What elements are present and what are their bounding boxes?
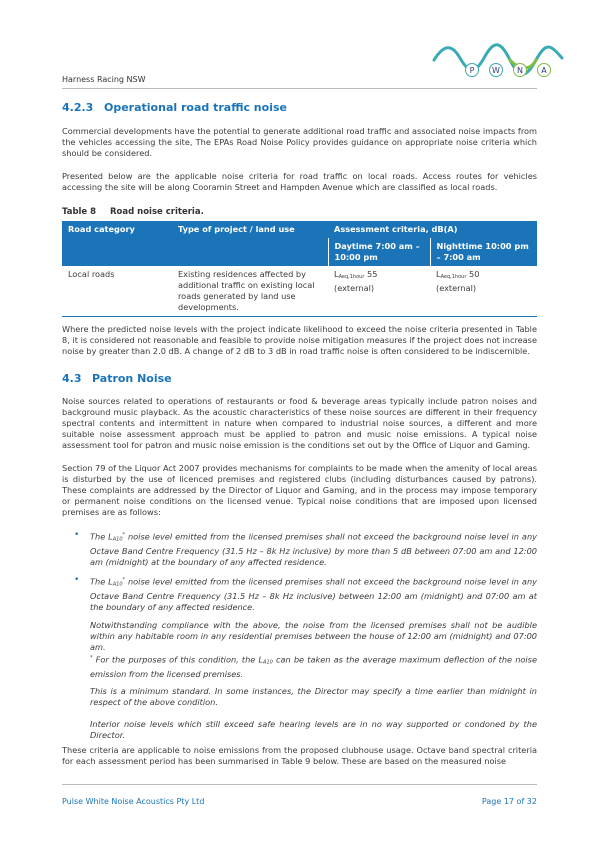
cell-project: Existing residences affected by additional traffic on existing local roads generated by land use developments.	[172, 266, 328, 317]
header-assessment: Assessment criteria, dB(A)	[328, 221, 537, 238]
paragraph-liquor-act: Section 79 of the Liquor Act 2007 provides mechanisms for complaints to be made when the amenity of local areas is disturbed by the use of licenced premises and registered clubs (including disturbances caused by patrons). These complaints are addressed by the Director of Liquor and Gaming, and in the process may impose temporary or permanent noise conditions on the licensed venue. Typical noise conditions that are imposed upon licensed premises are as follows:	[62, 463, 537, 517]
logo-letter-a: A	[541, 66, 547, 75]
header-project-type: Type of project / land use	[172, 221, 328, 266]
section-number: 4.2.3	[62, 101, 94, 114]
note-footnote: * For the purposes of this condition, the LA10 can be taken as the average maximum deflection of the noise emission from the licensed premises.	[90, 654, 537, 679]
header-road-category: Road category	[62, 221, 172, 266]
section-heading-4-2-3	[62, 101, 287, 114]
header-nighttime: Nighttime 10:00 pm – 7:00 am	[430, 238, 537, 266]
header-daytime: Daytime 7:00 am – 10:00 pm	[328, 238, 430, 266]
logo-letter-n: N	[517, 66, 523, 75]
paragraph-after-table: Where the predicted noise levels with the project indicate likelihood to exceed the noise criteria presented in Table 8, it is considered not reasonable and feasible to provide noise mitigation measures if the project does not increase noise by greater than 2.0 dB. A change of 2 dB to 3 dB in road traffic noise is often considered to be indiscernible.	[62, 324, 537, 356]
table-row	[62, 266, 537, 317]
logo-letter-w: W	[492, 66, 500, 75]
header-client: Harness Racing NSW	[62, 75, 146, 84]
section-number: 4.3	[62, 372, 82, 385]
paragraph-closing: These criteria are applicable to noise emissions from the proposed clubhouse usage. Octave band spectral criteria for each assessment period has been summarised in Table 9 below. These are based on the measured noise	[62, 745, 537, 766]
footer-company: Pulse White Noise Acoustics Pty Ltd	[62, 797, 205, 806]
logo-letter-p: P	[469, 66, 475, 75]
cell-daytime: LAeq,1hour 55 (external)	[328, 266, 430, 317]
table-label: Table 8	[62, 207, 97, 217]
bullet-item: • The LA10* noise level emitted from the licensed premises shall not exceed the background noise level in any Octave Band Centre Frequency (31.5 Hz – 8k Hz inclusive) by more than 5 dB between 07:00 am and 12:00 am (midnight) at the boundary of any affected residence.	[74, 530, 537, 567]
bullet-icon: •	[74, 575, 80, 585]
footer-divider	[62, 784, 537, 785]
note-interior-levels: Interior noise levels which still exceed safe hearing levels are in no way supported or condoned by the Director.	[90, 719, 537, 740]
bullet-item: • The LA10* noise level emitted from the licensed premises shall not exceed the background noise level in any Octave Band Centre Frequency (31.5 Hz – 8k Hz inclusive) between 12:00 am (midnight) and 07:00 am at the boundary of any affected residence.	[74, 575, 537, 612]
note-notwithstanding: Notwithstanding compliance with the above, the noise from the licensed premises shall not be audible within any habitable room in any residential premises between the house of 12:00 am (midnight) and 07:00 am.	[90, 620, 537, 652]
paragraph-commercial: Commercial developments have the potential to generate additional road traffic and associated noise impacts from the vehicles accessing the site, The EPAs Road Noise Policy provides guidance on appropriate noise criteria which should be considered.	[62, 126, 537, 158]
note-minimum-standard: This is a minimum standard. In some instances, the Director may specify a time earlier than midnight in respect of the above condition.	[90, 686, 537, 707]
paragraph-patron-sources: Noise sources related to operations of restaurants or food & beverage areas typically include patron noises and background music playback. As the acoustic characteristics of these noise sources are different in their frequency spectral contents and intermittent in nature when compared to industrial noise sources, a different and more suitable noise assessment approach must be applied to patron and music noise emissions. A typical noise assessment tool for patron and music noise emission is the conditions set out by the Office of Liquor and Gaming.	[62, 396, 537, 450]
table-caption	[62, 207, 204, 217]
section-title: Patron Noise	[92, 372, 172, 385]
road-noise-table	[62, 221, 537, 317]
cell-nighttime: LAeq,1hour 50 (external)	[430, 266, 537, 317]
pwna-logo	[430, 38, 566, 82]
table-header-row	[62, 221, 537, 238]
cell-category: Local roads	[62, 266, 172, 317]
header-divider	[62, 88, 537, 89]
table-caption-text: Road noise criteria.	[110, 207, 204, 217]
paragraph-criteria-intro: Presented below are the applicable noise criteria for road traffic on local roads. Access routes for vehicles accessing the site will be along Cooramin Street and Hampden Avenue which are classified as local roads.	[62, 171, 537, 192]
footer-page-number: Page 17 of 32	[481, 797, 537, 806]
section-heading-4-3	[62, 372, 172, 385]
bullet-icon: •	[74, 530, 80, 540]
section-title: Operational road traffic noise	[104, 101, 287, 114]
